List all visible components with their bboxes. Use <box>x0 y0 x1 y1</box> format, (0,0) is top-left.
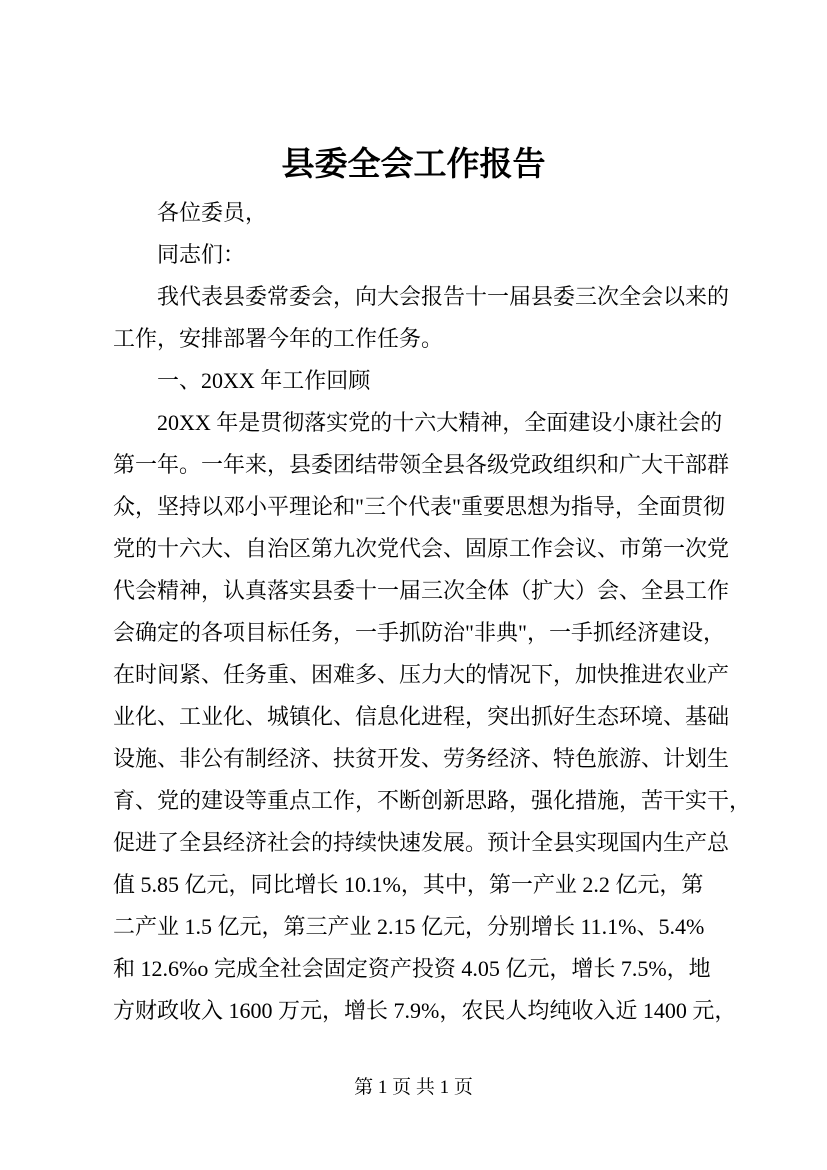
text-line: 代会精神，认真落实县委十一届三次全体（扩大）会、全县工作 <box>113 578 730 603</box>
text-line: 同志们： <box>157 242 246 267</box>
text-line: 会确定的各项目标任务，一手抓防治"非典"，一手抓经济建设， <box>113 620 725 645</box>
text-line: 业化、工业化、城镇化、信息化进程，突出抓好生态环境、基础 <box>113 704 730 729</box>
text-line: 促进了全县经济社会的持续快速发展。预计全县实现国内生产总 <box>113 830 730 855</box>
text-line: 方财政收入 1600 万元，增长 7.9%，农民人均纯收入近 1400 元， <box>113 998 737 1023</box>
text-line: 设施、非公有制经济、扶贫开发、劳务经济、特色旅游、计划生 <box>113 746 730 771</box>
text-line: 在时间紧、任务重、困难多、压力大的情况下，加快推进农业产 <box>113 662 730 687</box>
document-body <box>113 192 752 1032</box>
text-line: 20XX 年是贯彻落实党的十六大精神，全面建设小康社会的 <box>157 410 723 435</box>
page-number-footer: 第 1 页 共 1 页 <box>354 1077 473 1098</box>
text-line: 第一年。一年来，县委团结带领全县各级党政组织和广大干部群 <box>113 452 730 477</box>
document-title: 县委全会工作报告 <box>281 147 546 183</box>
text-line: 各位委员， <box>157 200 268 225</box>
text-line: 育、党的建设等重点工作，不断创新思路，强化措施，苦干实干， <box>113 788 752 813</box>
text-line: 和 12.6%o 完成全社会固定资产投资 4.05 亿元，增长 7.5%，地 <box>113 956 711 981</box>
text-line: 值 5.85 亿元，同比增长 10.1%，其中，第一产业 2.2 亿元，第 <box>113 872 704 897</box>
text-line: 二产业 1.5 亿元，第三产业 2.15 亿元，分别增长 11.1%、5.4% <box>113 914 705 939</box>
text-line: 一、20XX 年工作回顾 <box>157 368 371 393</box>
text-line: 党的十六大、自治区第九次党代会、固原工作会议、市第一次党 <box>113 536 730 561</box>
text-line: 我代表县委常委会，向大会报告十一届县委三次全会以来的 <box>157 284 730 309</box>
text-line: 众，坚持以邓小平理论和"三个代表"重要思想为指导，全面贯彻 <box>113 494 725 519</box>
text-line: 工作，安排部署今年的工作任务。 <box>113 326 444 351</box>
